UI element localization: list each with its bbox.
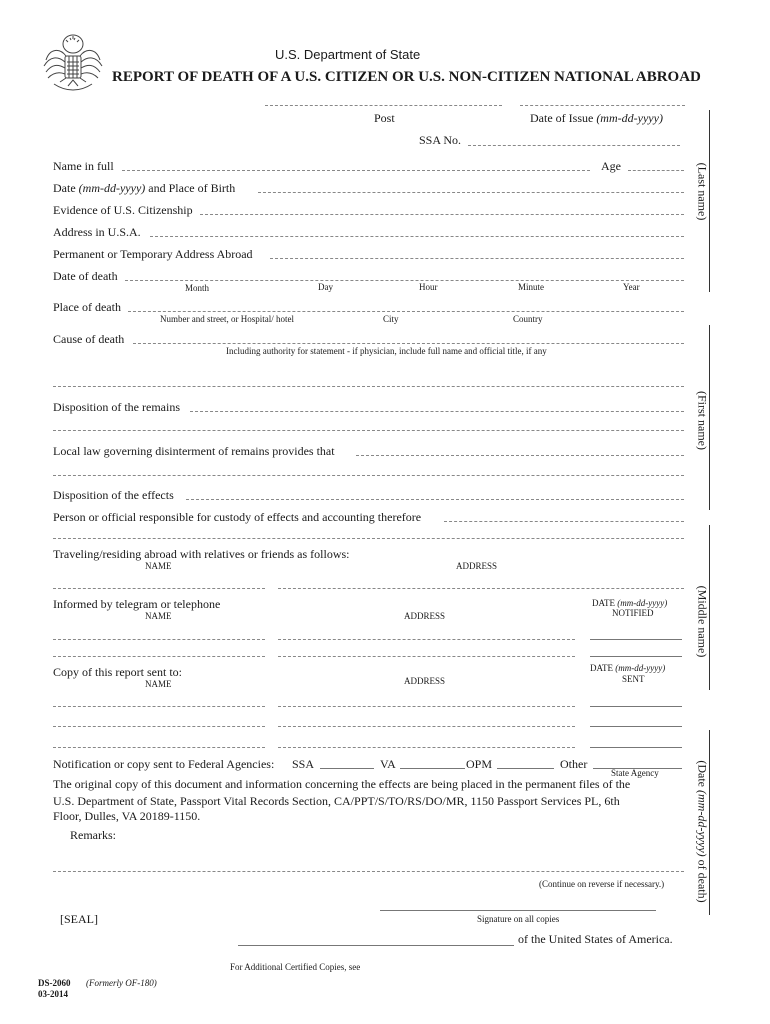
copy-name-input-3[interactable] [53, 731, 265, 747]
informed-address-input[interactable] [278, 623, 575, 639]
disposition-effects-label: Disposition of the effects [53, 488, 174, 502]
eagle-seal-icon [40, 30, 106, 94]
dob-format: (mm-dd-yyyy) [78, 181, 146, 195]
side-label-date-of-death: (Date (mm-dd-yyyy) of death) [695, 760, 710, 903]
cause-note: Including authority for statement - if physician, include full name and official title, if any [226, 346, 547, 356]
post-label: Post [374, 111, 395, 125]
signature-line [380, 910, 656, 911]
copy-date-caption [590, 663, 665, 673]
copy-label: Copy of this report sent to: [53, 665, 182, 679]
informed-date-line [590, 639, 682, 640]
of-usa-text: of the United States of America. [518, 932, 673, 946]
name-full-label: Name in full [53, 159, 114, 173]
relatives-name-line [53, 588, 265, 589]
doi-text: Date of Issue [530, 111, 594, 125]
cause-extra-input[interactable] [53, 370, 684, 386]
us-seal-logo [40, 30, 106, 94]
department-name: U.S. Department of State [275, 47, 421, 62]
informed-address-caption: ADDRESS [404, 611, 446, 621]
copy-address-line-1 [278, 706, 575, 707]
copy-address-input-3[interactable] [278, 731, 575, 747]
cause-extra-line [53, 386, 684, 387]
place-of-death-input[interactable] [128, 295, 684, 311]
agency-other-label: Other [560, 757, 588, 771]
seal-placeholder: [SEAL] [60, 912, 98, 926]
copy-sent-caption: SENT [622, 674, 645, 684]
dob-post: and Place of Birth [148, 181, 236, 195]
agency-other-input[interactable] [593, 752, 682, 768]
side-label-last-name: (Last name) [695, 162, 710, 221]
copy-address-input-1[interactable] [278, 690, 575, 706]
dob-pre: Date [53, 181, 76, 195]
disposition-remains-line [190, 411, 684, 412]
copy-date-line-2 [590, 726, 682, 727]
address-usa-line [150, 236, 684, 237]
copy-address-line-3 [278, 747, 575, 748]
dod-day-caption: Day [318, 282, 333, 292]
disposition-remains-line-2 [53, 430, 684, 431]
signature-caption: Signature on all copies [477, 914, 560, 924]
dod-hour-caption: Hour [419, 282, 438, 292]
dob-input[interactable] [258, 176, 684, 192]
informed-name-line [53, 639, 265, 640]
dob-line [258, 192, 684, 193]
ssa-input[interactable] [468, 129, 680, 145]
side-label-first-name: (First name) [695, 391, 710, 450]
copy-date-line-3 [590, 747, 682, 748]
relatives-name-caption: NAME [145, 561, 172, 571]
continue-note: (Continue on reverse if necessary.) [539, 879, 665, 889]
date-of-issue-line [520, 105, 685, 106]
informed-address-line [278, 639, 575, 640]
copy-name-input-1[interactable] [53, 690, 265, 706]
evidence-label: Evidence of U.S. Citizenship [53, 203, 193, 217]
dod-minute-caption: Minute [518, 282, 544, 292]
additional-copies-note: For Additional Certified Copies, see [230, 962, 361, 972]
date-of-death-label: Date of death [53, 269, 118, 283]
informed-date-label: DATE [592, 598, 615, 608]
disposition-remains-input[interactable] [190, 395, 684, 411]
post-field-line [265, 105, 502, 106]
relatives-address-input[interactable] [278, 572, 684, 588]
form-number: DS-2060 [38, 978, 71, 988]
officer-title-line [238, 945, 514, 946]
copy-name-input-2[interactable] [53, 710, 265, 726]
agency-opm-label: OPM [466, 757, 493, 771]
custody-line-2 [53, 538, 684, 539]
informed-name-input[interactable] [53, 623, 265, 639]
copy-date-input-2[interactable] [590, 710, 682, 726]
pod-city-caption: City [383, 314, 399, 324]
address-abroad-line [270, 258, 684, 259]
local-law-line [356, 455, 684, 456]
custody-label: Person or official responsible for custody of effects and accounting therefore [53, 510, 422, 524]
pod-country-caption: Country [513, 314, 543, 324]
copy-name-line-3 [53, 747, 265, 748]
informed-date-line-2 [590, 656, 682, 657]
relatives-name-input[interactable] [53, 572, 265, 588]
disposition-remains-label: Disposition of the remains [53, 400, 180, 414]
side-label-middle-name: (Middle name) [695, 585, 710, 658]
officer-title-input[interactable] [238, 929, 514, 945]
custody-input[interactable] [444, 505, 684, 521]
copy-date-input-3[interactable] [590, 731, 682, 747]
date-of-issue-label [530, 111, 663, 126]
formerly-note: (Formerly OF-180) [86, 978, 157, 988]
name-full-line [122, 170, 590, 171]
copy-date-label: DATE [590, 663, 613, 673]
agency-ssa-label: SSA [292, 757, 315, 771]
pod-street-caption: Number and street, or Hospital/ hotel [160, 314, 294, 324]
local-law-line-2 [53, 475, 684, 476]
copy-name-line-1 [53, 706, 265, 707]
dod-side-format: (mm-dd-yyyy) [695, 790, 710, 857]
form-date: 03-2014 [38, 989, 68, 999]
ssa-label: SSA No. [419, 133, 462, 147]
agency-va-label: VA [380, 757, 396, 771]
agencies-label: Notification or copy sent to Federal Agencies: [53, 757, 275, 771]
agency-va-line [400, 768, 465, 769]
evidence-line [200, 214, 684, 215]
signature-input[interactable] [380, 894, 656, 910]
informed-label: Informed by telegram or telephone [53, 597, 221, 611]
remarks-input[interactable] [120, 826, 684, 870]
copy-name-line-2 [53, 726, 265, 727]
place-of-death-line [128, 311, 684, 312]
relatives-label: Traveling/residing abroad with relatives or friends as follows: [53, 547, 350, 561]
dob-label [53, 181, 235, 196]
informed-name-line-2 [53, 656, 265, 657]
relatives-address-line [278, 588, 684, 589]
remarks-line [53, 871, 684, 872]
informed-date-caption [592, 598, 667, 608]
informed-name-caption: NAME [145, 611, 172, 621]
agency-va-input[interactable] [400, 752, 465, 768]
cause-of-death-label: Cause of death [53, 332, 125, 346]
agency-opm-input[interactable] [497, 752, 554, 768]
remarks-label: Remarks: [70, 828, 116, 842]
informed-date-input[interactable] [590, 623, 682, 639]
cause-of-death-input[interactable] [133, 327, 684, 343]
original-note-line1: The original copy of this document and information concerning the effects are being placed in the permanent files of the [53, 777, 631, 791]
copy-name-caption: NAME [145, 679, 172, 689]
agency-ssa-line [320, 768, 374, 769]
state-agency-caption: State Agency [611, 768, 659, 778]
local-law-label: Local law governing disinterment of remains provides that [53, 444, 335, 458]
original-note-line2: U.S. Department of State, Passport Vital Records Section, CA/PPT/S/TO/RS/DO/MR, 1150 Passport Services PL, 6th [53, 794, 620, 808]
agency-opm-line [497, 768, 554, 769]
copy-date-input-1[interactable] [590, 690, 682, 706]
copy-date-format: (mm-dd-yyyy) [615, 663, 666, 673]
address-usa-input[interactable] [150, 220, 684, 236]
date-of-issue-input[interactable] [520, 89, 685, 105]
disposition-effects-input[interactable] [186, 483, 684, 499]
original-note-line3: Floor, Dulles, VA 20189-1150. [53, 809, 201, 823]
disposition-effects-line [186, 499, 684, 500]
copy-address-input-2[interactable] [278, 710, 575, 726]
name-full-input[interactable] [122, 154, 590, 170]
copy-date-line-1 [590, 706, 682, 707]
address-abroad-label: Permanent or Temporary Address Abroad [53, 247, 253, 261]
address-usa-label: Address in U.S.A. [53, 225, 141, 239]
evidence-input[interactable] [200, 198, 684, 214]
informed-address-line-2 [278, 656, 575, 657]
date-of-death-input[interactable] [125, 264, 684, 280]
relatives-address-caption: ADDRESS [456, 561, 498, 571]
informed-notified-caption: NOTIFIED [612, 608, 654, 618]
dod-year-caption: Year [623, 282, 640, 292]
age-line [628, 170, 684, 171]
address-abroad-input[interactable] [270, 242, 684, 258]
cause-of-death-line [133, 343, 684, 344]
custody-line [444, 521, 684, 522]
local-law-input[interactable] [356, 439, 684, 455]
informed-date-format: (mm-dd-yyyy) [617, 598, 668, 608]
form-title: REPORT OF DEATH OF A U.S. CITIZEN OR U.S. NON-CITIZEN NATIONAL ABROAD [112, 69, 701, 85]
ssa-line [468, 145, 680, 146]
agency-ssa-input[interactable] [320, 752, 374, 768]
dod-month-caption: Month [185, 283, 210, 293]
place-of-death-label: Place of death [53, 300, 121, 314]
post-input[interactable] [265, 89, 502, 105]
date-of-death-line [125, 280, 684, 281]
copy-address-caption: ADDRESS [404, 676, 446, 686]
age-label: Age [601, 159, 621, 173]
copy-address-line-2 [278, 726, 575, 727]
age-input[interactable] [628, 154, 684, 170]
doi-format: (mm-dd-yyyy) [596, 111, 663, 125]
